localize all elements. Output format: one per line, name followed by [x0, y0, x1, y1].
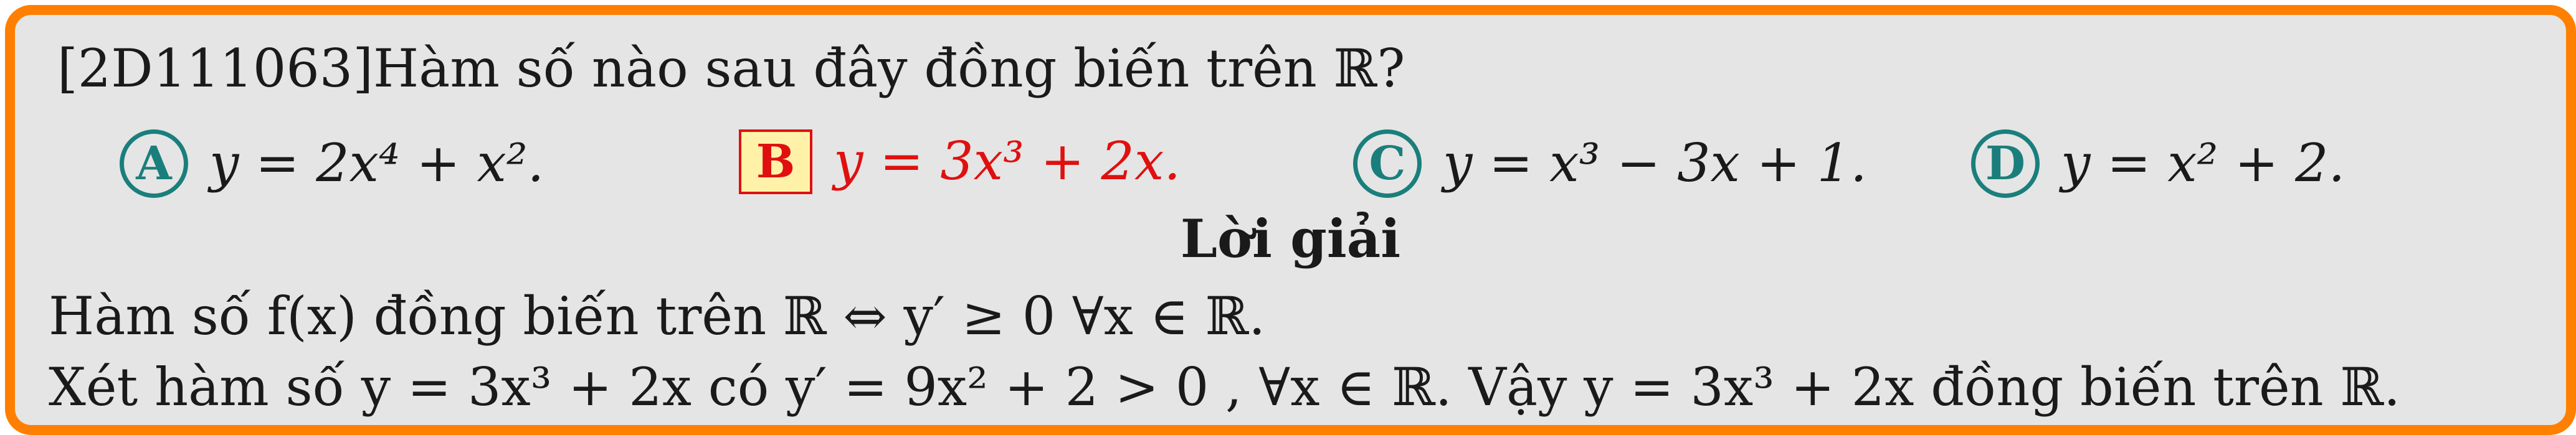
option-b-content: y = 3x³ + 2x.	[834, 131, 1181, 192]
solution-line-2: Xét hàm số y = 3x³ + 2x có y′ = 9x² + 2 > 0 , ∀x ∈ ℝ. Vậy y = 3x³ + 2x đồng biến trên ℝ.	[49, 357, 2400, 418]
option-a-content: y = 2x⁴ + x².	[209, 133, 544, 194]
option-d-label: D	[1971, 129, 2040, 198]
solution-title: Lời giải	[1180, 208, 1401, 269]
option-b-label: B	[739, 129, 812, 194]
solution-line-1: Hàm số f(x) đồng biến trên ℝ ⇔ y′ ≥ 0 ∀x ∈ ℝ.	[49, 286, 1266, 347]
option-a[interactable]	[120, 133, 544, 202]
option-c-content: y = x³ − 3x + 1.	[1443, 133, 1867, 194]
option-a-label: A	[120, 129, 188, 198]
option-c-label: C	[1353, 129, 1422, 198]
option-d[interactable]	[1971, 133, 2345, 202]
question-card	[5, 5, 2576, 435]
option-b[interactable]	[739, 133, 1181, 198]
option-c[interactable]	[1353, 133, 1867, 202]
option-d-content: y = x² + 2.	[2061, 133, 2345, 194]
question-text: [2D111063]Hàm số nào sau đây đồng biến trên ℝ?	[57, 38, 1405, 99]
